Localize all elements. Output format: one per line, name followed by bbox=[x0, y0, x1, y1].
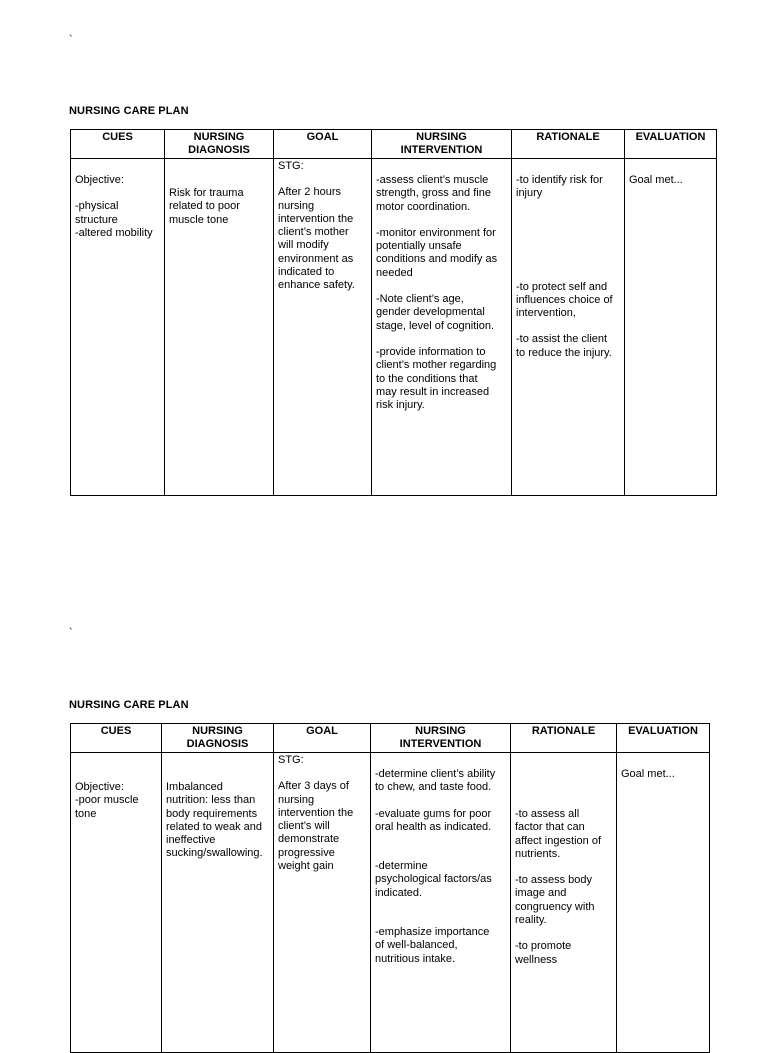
rationale-item: -to promote wellness bbox=[515, 940, 572, 966]
rationale-cell bbox=[512, 159, 625, 496]
care-plan-title: NURSING CARE PLAN bbox=[69, 105, 189, 117]
evaluation-text: Goal met... bbox=[621, 768, 675, 780]
header-cues: CUES bbox=[71, 724, 162, 753]
intervention-item: -assess client’s muscle strength, gross and fine motor coordination. bbox=[376, 174, 491, 213]
goal-text: After 2 hours nursing intervention the client’s mother will modify environment as indicated to enhance safety. bbox=[278, 186, 355, 292]
header-cues: CUES bbox=[71, 130, 165, 159]
rationale-item: -to assess body image and congruency with reality. bbox=[515, 874, 595, 927]
stray-backtick-mark: ` bbox=[69, 627, 73, 639]
diagnosis-cell bbox=[162, 753, 274, 1053]
goal-text: After 3 days of nursing intervention the client’s will demonstrate progressive weight gain bbox=[278, 780, 354, 873]
header-row bbox=[71, 724, 710, 753]
header-evaluation: EVALUATION bbox=[617, 724, 710, 753]
intervention-cell bbox=[372, 159, 512, 496]
goal-label: STG: bbox=[278, 754, 304, 766]
header-nursing-diagnosis: NURSING DIAGNOSIS bbox=[165, 130, 274, 159]
header-rationale: RATIONALE bbox=[511, 724, 617, 753]
cues-heading: Objective: bbox=[75, 174, 124, 186]
goal-label: STG: bbox=[278, 160, 304, 172]
goal-cell bbox=[274, 159, 372, 496]
intervention-item: -monitor environment for potentially unsafe conditions and modify as needed bbox=[376, 226, 498, 279]
evaluation-cell bbox=[617, 753, 710, 1053]
header-goal: GOAL bbox=[274, 130, 372, 159]
header-row bbox=[71, 130, 717, 159]
rationale-item: -to assist the client to reduce the injury. bbox=[516, 333, 612, 359]
diagnosis-text: Imbalanced nutrition: less than body requirements related to weak and ineffective sucking/swallowing. bbox=[166, 781, 263, 860]
intervention-item: -determine client’s ability to chew, and taste food. bbox=[375, 768, 496, 794]
header-nursing-intervention: NURSING INTERVENTION bbox=[372, 130, 512, 159]
intervention-item: -emphasize importance of well-balanced, nutritious intake. bbox=[375, 926, 490, 965]
rationale-cell bbox=[511, 753, 617, 1053]
header-goal: GOAL bbox=[274, 724, 371, 753]
table-row bbox=[71, 753, 710, 1053]
intervention-cell bbox=[371, 753, 511, 1053]
rationale-item: -to protect self and influences choice of intervention, bbox=[516, 280, 613, 320]
cues-items: -physical structure -altered mobility bbox=[75, 200, 153, 239]
rationale-item: -to assess all factor that can affect ingestion of nutrients. bbox=[515, 808, 602, 860]
goal-cell bbox=[274, 753, 371, 1053]
cues-heading: Objective: bbox=[75, 781, 124, 793]
header-nursing-intervention: NURSING INTERVENTION bbox=[371, 724, 511, 753]
diagnosis-text: Risk for trauma related to poor muscle tone bbox=[169, 187, 244, 226]
intervention-item: -provide information to client’s mother regarding to the conditions that may result in increased risk injury. bbox=[376, 345, 497, 412]
evaluation-cell bbox=[625, 159, 717, 496]
header-rationale: RATIONALE bbox=[512, 130, 625, 159]
diagnosis-cell bbox=[165, 159, 274, 496]
cues-cell bbox=[71, 159, 165, 496]
stray-backtick-mark: ` bbox=[69, 34, 73, 46]
cues-items: -poor muscle tone bbox=[75, 794, 139, 820]
evaluation-text: Goal met... bbox=[629, 174, 683, 186]
intervention-item: -Note client’s age, gender developmental stage, level of cognition. bbox=[376, 293, 495, 332]
rationale-item: -to identify risk for injury bbox=[516, 174, 603, 200]
table-row bbox=[71, 159, 717, 496]
care-plan-table bbox=[70, 129, 717, 496]
cues-cell bbox=[71, 753, 162, 1053]
care-plan-title: NURSING CARE PLAN bbox=[69, 699, 189, 711]
care-plan-table bbox=[70, 723, 710, 1053]
intervention-item: -determine psychological factors/as indicated. bbox=[375, 860, 492, 899]
intervention-item: -evaluate gums for poor oral health as indicated. bbox=[375, 807, 492, 833]
header-evaluation: EVALUATION bbox=[625, 130, 717, 159]
header-nursing-diagnosis: NURSING DIAGNOSIS bbox=[162, 724, 274, 753]
